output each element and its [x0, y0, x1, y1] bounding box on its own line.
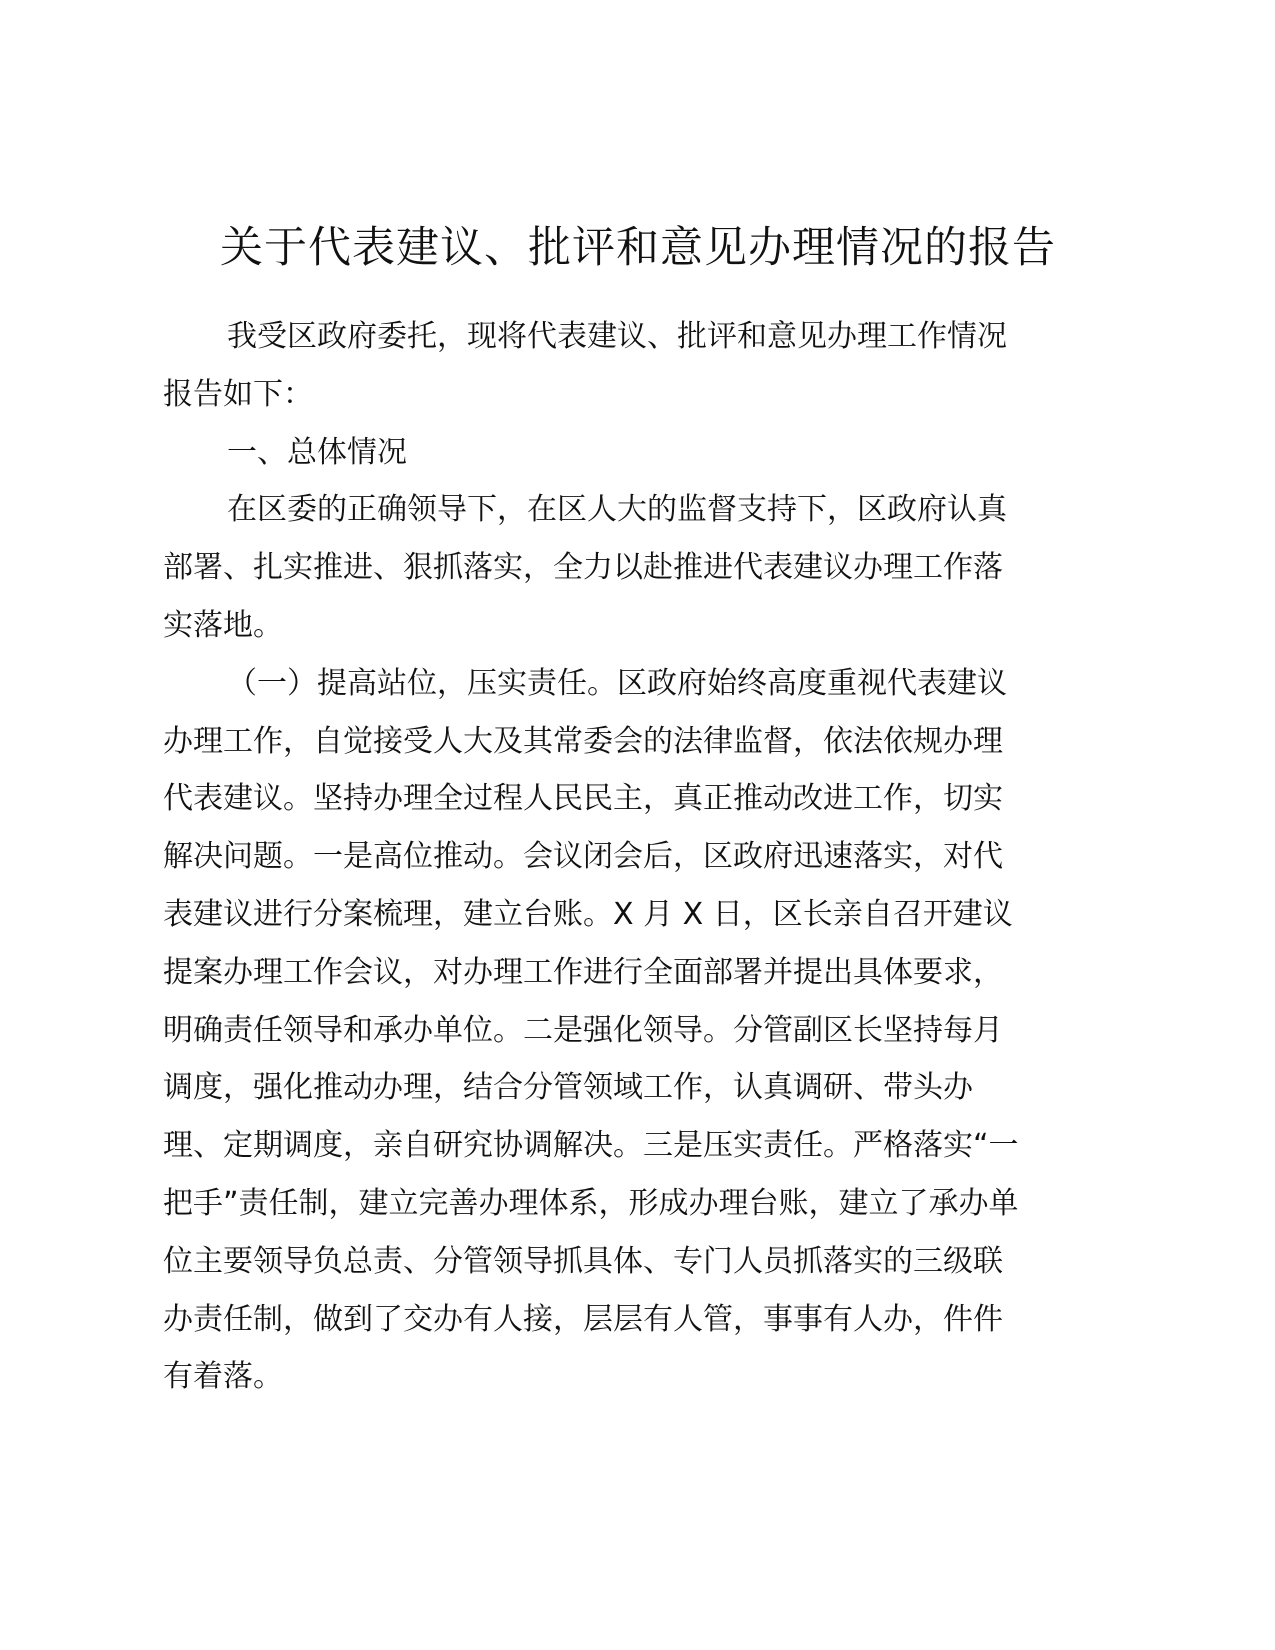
section-heading: [163, 424, 1103, 482]
text-line: 调度，强化推动办理，结合分管领域工作，认真调研、带头办: [163, 1070, 973, 1106]
text-line: 部署、扎实推进、狠抓落实，全力以赴推进代表建议办理工作落: [163, 550, 1003, 586]
text-line: 实落地。: [163, 607, 283, 643]
text-line: 明确责任领导和承办单位。二是强化领导。分管副区长坚持每月: [163, 1012, 1003, 1048]
text-line: 在区委的正确领导下，在区人大的监督支持下，区政府认真: [227, 492, 1007, 528]
text-line: 代表建议。坚持办理全过程人民民主，真正推动改进工作，切实: [163, 781, 1003, 817]
text-line: （一）提高站位，压实责任。区政府始终高度重视代表建议: [227, 665, 1007, 701]
text-line: 办理工作，自觉接受人大及其常委会的法律监督，依法依规办理: [163, 723, 1003, 759]
document-body: [163, 308, 1103, 1406]
text-line: 表建议进行分案梳理，建立台账。X 月 X 日，区长亲自召开建议: [163, 896, 1013, 932]
text-line: 把手”责任制，建立完善办理体系，形成办理台账，建立了承办单: [163, 1185, 1019, 1221]
text-line: 一、总体情况: [227, 434, 407, 470]
document-title: 关于代表建议、批评和意见办理情况的报告: [220, 223, 1056, 273]
text-line: 有着落。: [163, 1359, 283, 1395]
text-line: 我受区政府委托，现将代表建议、批评和意见办理工作情况: [227, 319, 1007, 354]
paragraph-subsection-1: [163, 655, 1103, 1406]
text-line: 办责任制，做到了交办有人接，层层有人管，事事有人办，件件: [163, 1301, 1003, 1337]
paragraph-intro: [163, 308, 1103, 424]
text-line: 位主要领导负总责、分管领导抓具体、专门人员抓落实的三级联: [163, 1243, 1003, 1279]
text-line: 解决问题。一是高位推动。会议闭会后，区政府迅速落实，对代: [163, 839, 1003, 875]
text-line: 理、定期调度，亲自研究协调解决。三是压实责任。严格落实“一: [163, 1128, 1019, 1164]
text-line: 提案办理工作会议，对办理工作进行全面部署并提出具体要求，: [163, 954, 1003, 990]
text-line: 报告如下：: [163, 376, 313, 412]
paragraph-overview: [163, 481, 1103, 654]
